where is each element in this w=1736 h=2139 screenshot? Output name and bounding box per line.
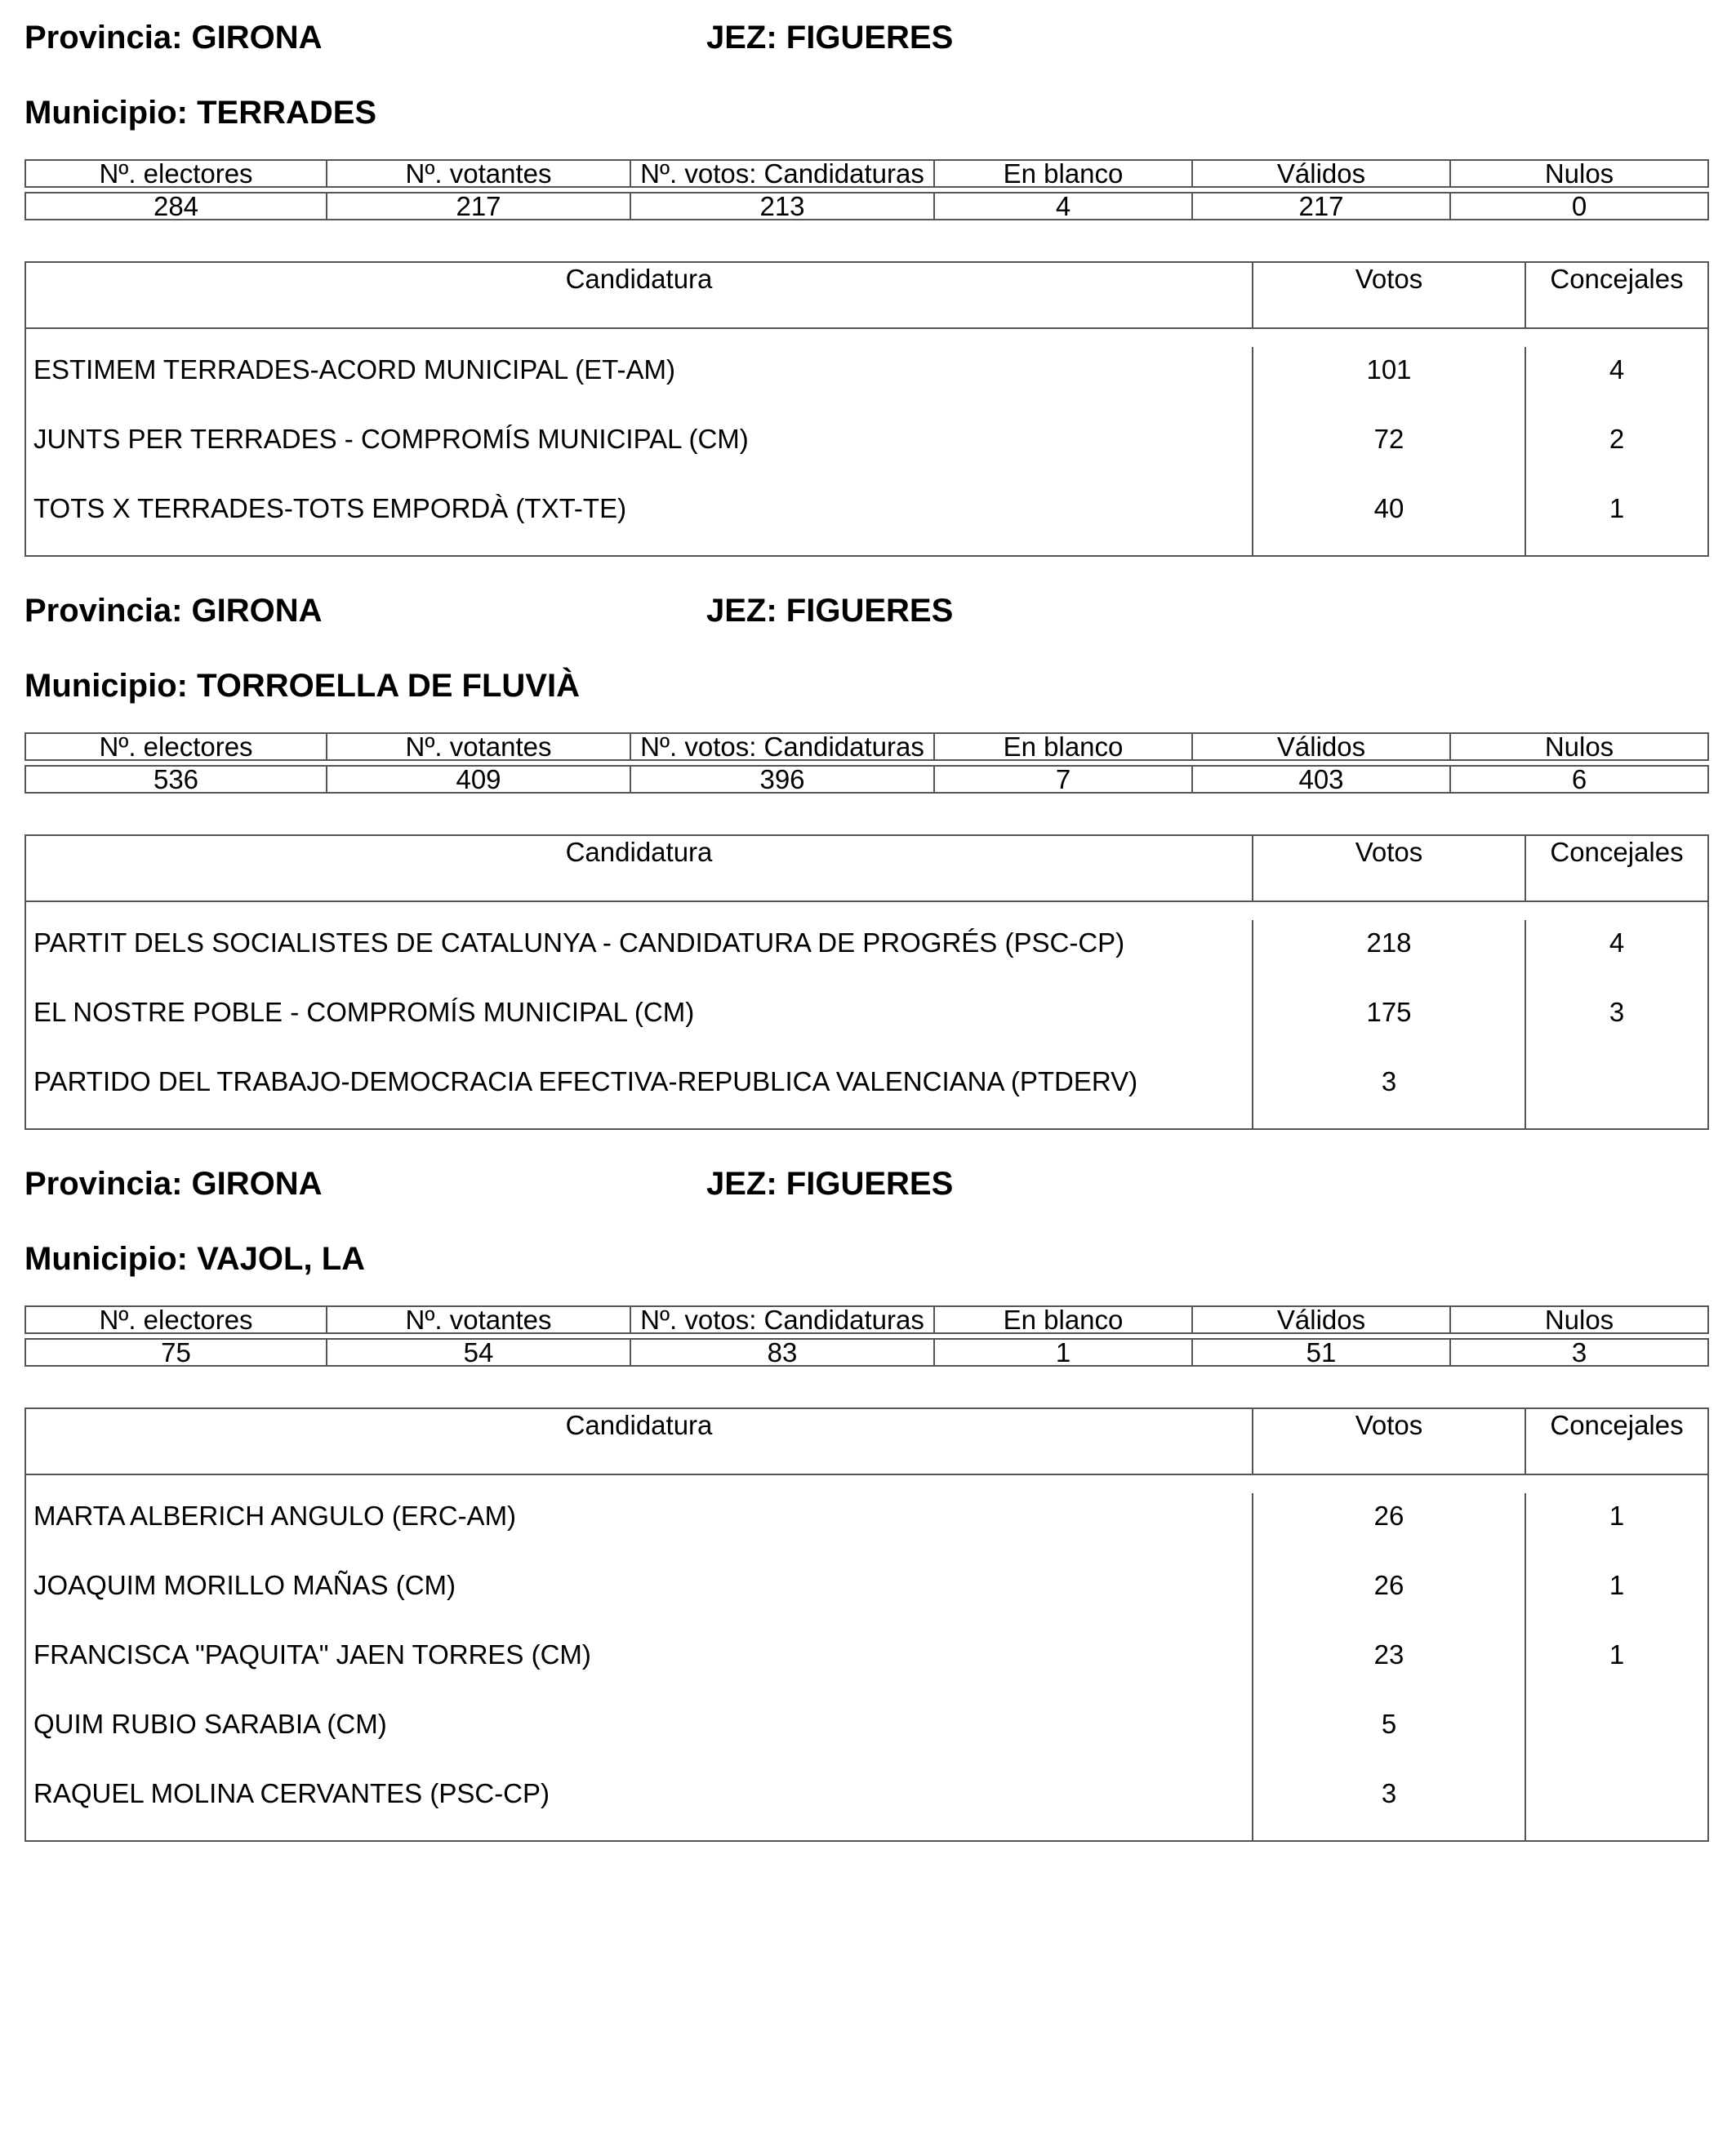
candidaturas-table <box>24 834 1709 1130</box>
header-votantes: Nº. votantes <box>327 1305 631 1334</box>
value-validos: 51 <box>1193 1338 1451 1367</box>
provincia-heading: Provincia: GIRONA <box>24 593 323 629</box>
value-electores: 536 <box>24 765 327 794</box>
header-candidatura: Candidatura <box>26 836 1253 901</box>
header-validos: Válidos <box>1193 159 1451 188</box>
candidatura-name: PARTIT DELS SOCIALISTES DE CATALUNYA - CANDIDATURA DE PROGRÉS (PSC-CP) <box>26 920 1253 989</box>
header-votos-candidaturas: Nº. votos: Candidaturas <box>631 1305 935 1334</box>
header-concejales: Concejales <box>1550 264 1684 294</box>
value-votos-candidaturas: 396 <box>631 765 935 794</box>
header-candidatura: Candidatura <box>26 1409 1253 1474</box>
candidatura-name: ESTIMEM TERRADES-ACORD MUNICIPAL (ET-AM) <box>26 347 1253 416</box>
value-en-blanco: 1 <box>935 1338 1193 1367</box>
candidatura-name: RAQUEL MOLINA CERVANTES (PSC-CP) <box>26 1771 1253 1840</box>
candidatura-votos: 72 <box>1253 416 1526 486</box>
value-nulos: 0 <box>1451 192 1709 220</box>
header-votos: Votos <box>1253 1409 1526 1474</box>
provincia-heading: Provincia: GIRONA <box>24 1166 323 1202</box>
candidatura-votos: 101 <box>1253 347 1526 416</box>
summary-table <box>24 155 1709 225</box>
table-row <box>26 486 1707 555</box>
candidatura-concejales: 1 <box>1609 1570 1625 1600</box>
value-validos: 403 <box>1193 765 1451 794</box>
candidatura-votos: 175 <box>1253 989 1526 1059</box>
candidatura-concejales <box>1526 1701 1707 1771</box>
municipio-title: Municipio: VAJOL, LA <box>24 1241 366 1277</box>
header-nulos: Nulos <box>1451 732 1709 761</box>
header-votantes: Nº. votantes <box>327 159 631 188</box>
jez-heading: JEZ: FIGUERES <box>706 1166 954 1202</box>
value-votos-candidaturas: 213 <box>631 192 935 220</box>
candidaturas-body <box>26 329 1707 555</box>
candidatura-name: EL NOSTRE POBLE - COMPROMÍS MUNICIPAL (CM) <box>26 989 1253 1059</box>
municipio-title: Municipio: TERRADES <box>24 95 377 131</box>
candidaturas-header-row <box>26 1409 1707 1475</box>
summary-header-row <box>24 159 1709 188</box>
table-row <box>26 1771 1707 1840</box>
candidatura-concejales: 1 <box>1609 493 1625 523</box>
header-votantes: Nº. votantes <box>327 732 631 761</box>
header-candidatura: Candidatura <box>26 263 1253 327</box>
jez-heading: JEZ: FIGUERES <box>706 20 954 56</box>
header-validos: Válidos <box>1193 1305 1451 1334</box>
candidaturas-header-row <box>26 836 1707 902</box>
value-nulos: 6 <box>1451 765 1709 794</box>
table-row <box>26 1701 1707 1771</box>
value-en-blanco: 7 <box>935 765 1193 794</box>
table-row <box>26 920 1707 989</box>
candidatura-concejales: 4 <box>1609 927 1625 958</box>
summary-values-row <box>24 765 1709 794</box>
candidatura-concejales: 4 <box>1609 354 1625 385</box>
value-votantes: 409 <box>327 765 631 794</box>
candidatura-votos: 3 <box>1253 1059 1526 1128</box>
candidatura-votos: 26 <box>1253 1563 1526 1632</box>
value-votantes: 217 <box>327 192 631 220</box>
candidatura-votos: 23 <box>1253 1632 1526 1701</box>
table-row <box>26 1493 1707 1563</box>
header-electores: Nº. electores <box>24 732 327 761</box>
jez-heading: JEZ: FIGUERES <box>706 593 954 629</box>
candidatura-concejales <box>1526 1771 1707 1840</box>
header-concejales: Concejales <box>1550 837 1684 867</box>
provincia-heading: Provincia: GIRONA <box>24 20 323 56</box>
candidatura-votos: 5 <box>1253 1701 1526 1771</box>
candidatura-name: PARTIDO DEL TRABAJO-DEMOCRACIA EFECTIVA-REPUBLICA VALENCIANA (PTDERV) <box>26 1059 1253 1128</box>
header-votos: Votos <box>1253 263 1526 327</box>
candidatura-name: MARTA ALBERICH ANGULO (ERC-AM) <box>26 1493 1253 1563</box>
summary-table <box>24 1301 1709 1371</box>
value-electores: 75 <box>24 1338 327 1367</box>
value-nulos: 3 <box>1451 1338 1709 1367</box>
municipio-title: Municipio: TORROELLA DE FLUVIÀ <box>24 668 580 704</box>
candidatura-concejales: 1 <box>1609 1501 1625 1531</box>
candidatura-name: FRANCISCA "PAQUITA" JAEN TORRES (CM) <box>26 1632 1253 1701</box>
candidatura-votos: 218 <box>1253 920 1526 989</box>
table-row <box>26 1059 1707 1128</box>
header-en-blanco: En blanco <box>935 1305 1193 1334</box>
candidatura-name: JOAQUIM MORILLO MAÑAS (CM) <box>26 1563 1253 1632</box>
candidatura-concejales: 3 <box>1609 997 1625 1027</box>
header-votos-candidaturas: Nº. votos: Candidaturas <box>631 732 935 761</box>
candidatura-votos: 26 <box>1253 1493 1526 1563</box>
candidatura-votos: 3 <box>1253 1771 1526 1840</box>
candidaturas-body <box>26 902 1707 1128</box>
table-row <box>26 989 1707 1059</box>
header-concejales: Concejales <box>1550 1410 1684 1440</box>
candidatura-name: TOTS X TERRADES-TOTS EMPORDÀ (TXT-TE) <box>26 486 1253 555</box>
summary-header-row <box>24 1305 1709 1334</box>
header-nulos: Nulos <box>1451 159 1709 188</box>
candidatura-concejales <box>1526 1059 1707 1128</box>
header-electores: Nº. electores <box>24 159 327 188</box>
candidaturas-table <box>24 1407 1709 1842</box>
header-nulos: Nulos <box>1451 1305 1709 1334</box>
header-electores: Nº. electores <box>24 1305 327 1334</box>
summary-values-row <box>24 192 1709 220</box>
candidatura-votos: 40 <box>1253 486 1526 555</box>
header-votos-candidaturas: Nº. votos: Candidaturas <box>631 159 935 188</box>
summary-table <box>24 728 1709 798</box>
candidatura-name: JUNTS PER TERRADES - COMPROMÍS MUNICIPAL (CM) <box>26 416 1253 486</box>
summary-values-row <box>24 1338 1709 1367</box>
candidatura-concejales: 1 <box>1609 1639 1625 1670</box>
candidaturas-body <box>26 1475 1707 1840</box>
table-row <box>26 347 1707 416</box>
value-votantes: 54 <box>327 1338 631 1367</box>
table-row <box>26 1632 1707 1701</box>
candidatura-concejales: 2 <box>1609 424 1625 454</box>
candidaturas-header-row <box>26 263 1707 329</box>
header-validos: Válidos <box>1193 732 1451 761</box>
summary-header-row <box>24 732 1709 761</box>
value-en-blanco: 4 <box>935 192 1193 220</box>
value-validos: 217 <box>1193 192 1451 220</box>
header-votos: Votos <box>1253 836 1526 901</box>
table-row <box>26 1563 1707 1632</box>
candidatura-name: QUIM RUBIO SARABIA (CM) <box>26 1701 1253 1771</box>
candidaturas-table <box>24 261 1709 557</box>
header-en-blanco: En blanco <box>935 732 1193 761</box>
value-electores: 284 <box>24 192 327 220</box>
header-en-blanco: En blanco <box>935 159 1193 188</box>
value-votos-candidaturas: 83 <box>631 1338 935 1367</box>
table-row <box>26 416 1707 486</box>
